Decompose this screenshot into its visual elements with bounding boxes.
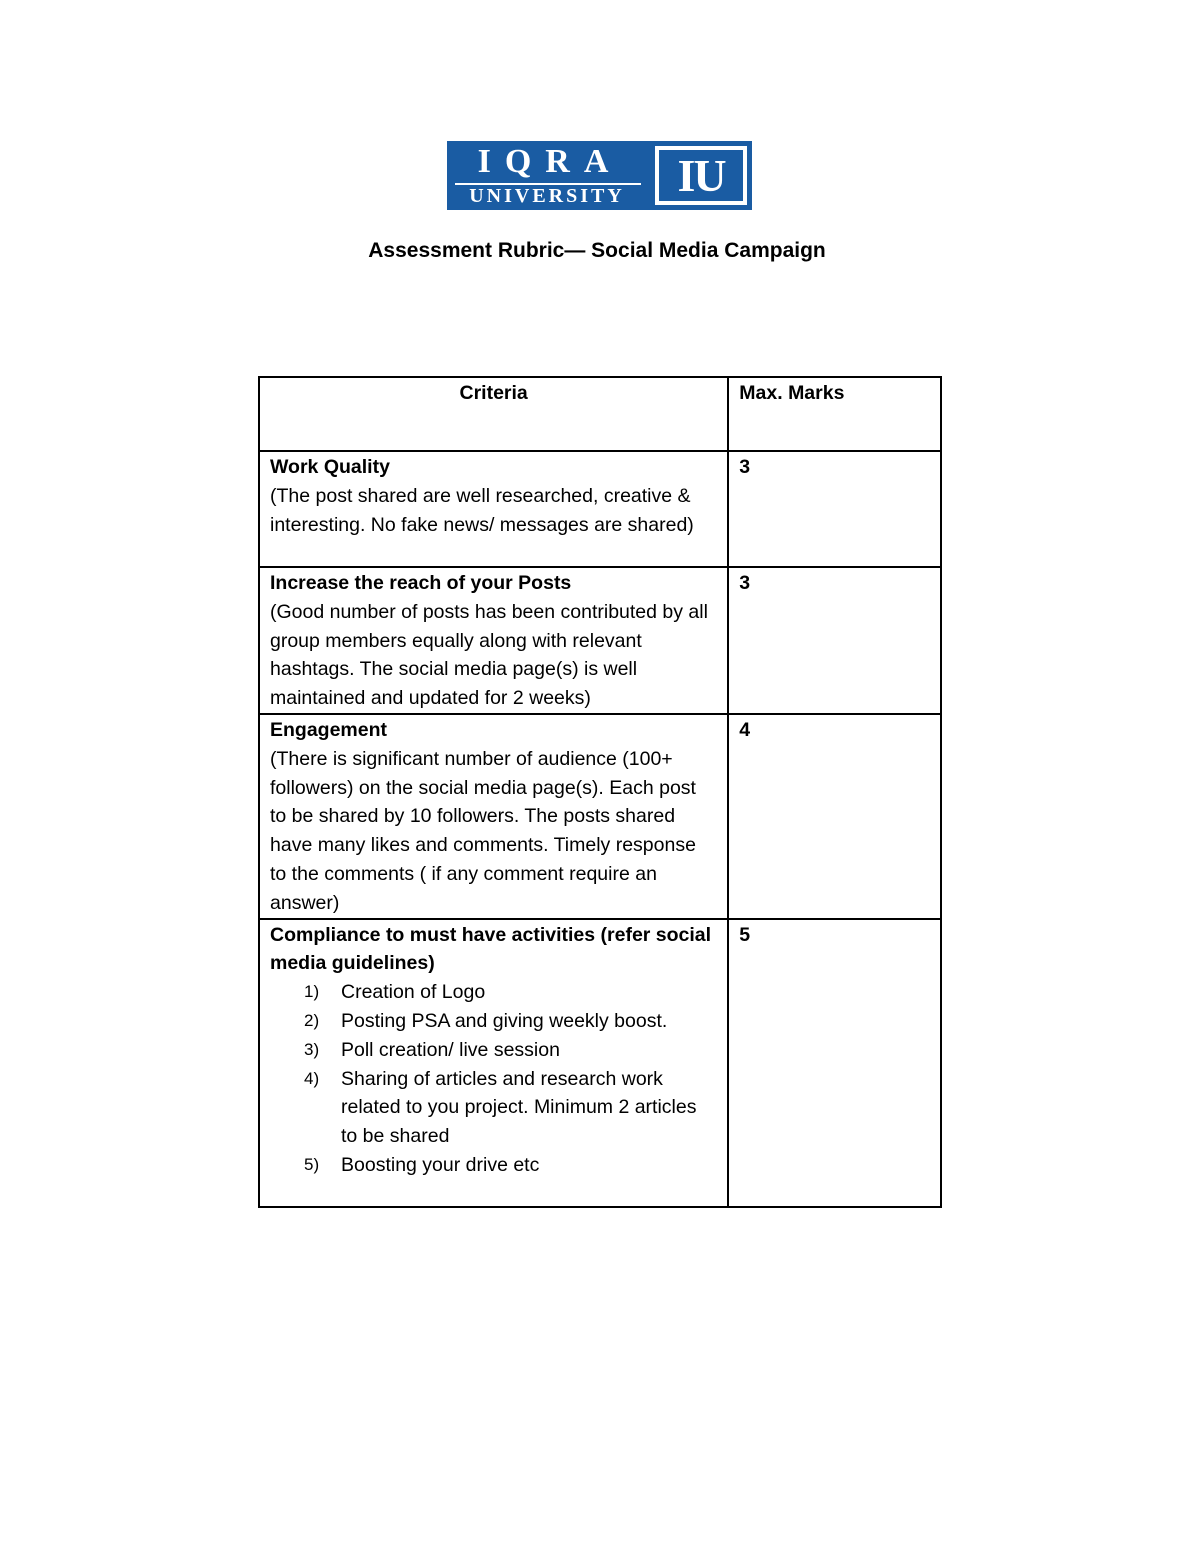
- rubric-table: [258, 376, 942, 1208]
- list-item-text: Creation of Logo: [341, 981, 486, 1004]
- marks-cell: [728, 919, 941, 1207]
- list-item-text: Posting PSA and giving weekly boost.: [341, 1009, 668, 1032]
- criteria-cell: [259, 919, 728, 1207]
- activities-list: [270, 978, 717, 1180]
- table-row: [259, 714, 941, 919]
- header-max-marks: Max. Marks: [728, 377, 941, 451]
- header-criteria: Criteria: [259, 377, 728, 451]
- list-item: [270, 1036, 717, 1065]
- criteria-title: Work Quality: [270, 456, 390, 478]
- marks-value: 5: [739, 923, 751, 946]
- criteria-description: (There is significant number of audience (100+ followers) on the social media page(s). Each post to be shared by 10 followers. The posts shared have many likes and comments. Timely response to the comments ( if any comment require an answer): [270, 747, 696, 914]
- university-logo: [447, 141, 752, 210]
- marks-cell: [728, 714, 941, 919]
- list-number: 2): [304, 1010, 320, 1030]
- criteria-cell: [259, 451, 728, 567]
- list-number: 5): [304, 1154, 320, 1174]
- list-number: 1): [304, 982, 320, 1002]
- logo-badge: [655, 146, 747, 205]
- list-item: [270, 1065, 717, 1151]
- criteria-cell: [259, 714, 728, 919]
- criteria-cell: [259, 567, 728, 714]
- marks-value: 3: [739, 456, 751, 478]
- criteria-description: (The post shared are well researched, creative & interesting. No fake news/ messages are shared): [270, 484, 694, 536]
- criteria-title: Compliance to must have activities (refer social media guidelines): [270, 923, 712, 975]
- list-item-text: Boosting your drive etc: [341, 1153, 540, 1176]
- list-item: [270, 1151, 717, 1180]
- marks-value: 3: [739, 572, 751, 594]
- table-row: [259, 567, 941, 714]
- list-item: [270, 978, 717, 1007]
- criteria-description: (Good number of posts has been contributed by all group members equally along with relevant hashtags. The social media page(s) is well maintained and updated for 2 weeks): [270, 600, 708, 710]
- logo-badge-text: IU: [659, 150, 743, 201]
- list-number: 3): [304, 1039, 320, 1059]
- logo-iqra-text: IQRA: [477, 143, 623, 180]
- marks-cell: [728, 567, 941, 714]
- page-title: Assessment Rubric— Social Media Campaign: [368, 239, 826, 262]
- list-item-text: Sharing of articles and research work related to you project. Minimum 2 articles to be shared: [341, 1067, 697, 1148]
- criteria-title: Engagement: [270, 718, 388, 741]
- list-number: 4): [304, 1068, 320, 1088]
- marks-cell: [728, 451, 941, 567]
- marks-value: 4: [739, 718, 751, 741]
- list-item: [270, 1007, 717, 1036]
- criteria-title: Increase the reach of your Posts: [270, 572, 572, 594]
- list-item-text: Poll creation/ live session: [341, 1038, 560, 1061]
- table-row: [259, 919, 941, 1207]
- table-header-row: [259, 377, 941, 451]
- logo-university-text: UNIVERSITY: [469, 185, 625, 207]
- logo-wordmark: [447, 141, 647, 210]
- table-row: [259, 451, 941, 567]
